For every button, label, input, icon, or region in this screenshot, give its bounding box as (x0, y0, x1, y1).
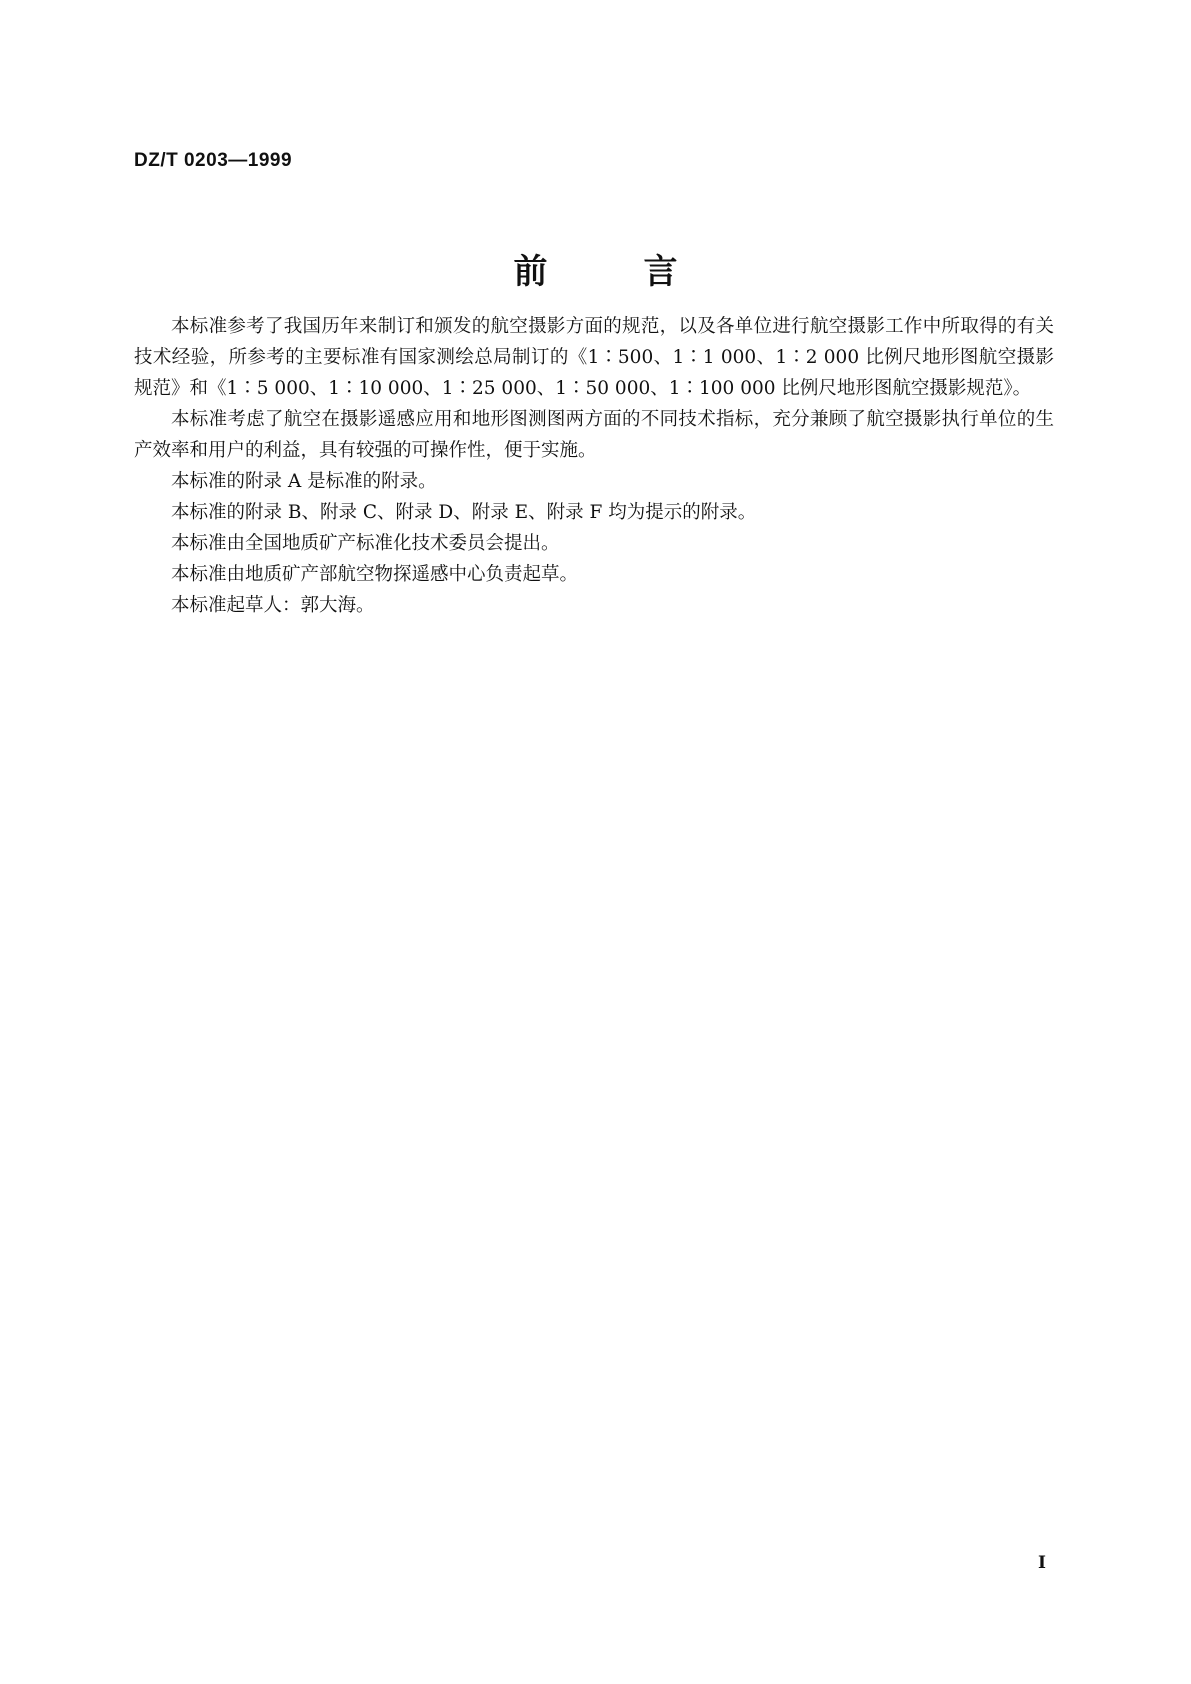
paragraph-informative-annexes: 本标准的附录 B、附录 C、附录 D、附录 E、附录 F 均为提示的附录。 (171, 502, 757, 523)
paragraph-normative-annex: 本标准的附录 A 是标准的附录。 (171, 471, 437, 492)
page-title (0, 244, 1191, 293)
foreword-body (134, 311, 1054, 621)
page-number: Ⅰ (1038, 1553, 1046, 1572)
title-char-1: 前 (513, 252, 548, 292)
paragraph-drafted-by: 本标准由地质矿产部航空物探遥感中心负责起草。 (171, 564, 579, 585)
paragraph-proposed-by: 本标准由全国地质矿产标准化技术委员会提出。 (171, 533, 560, 554)
paragraph-drafters: 本标准起草人：郭大海。 (171, 595, 375, 616)
paragraph-considerations: 本标准考虑了航空在摄影遥感应用和地形图测图两方面的不同技术指标，充分兼顾了航空摄影执行单位的生产效率和用户的利益，具有较强的可操作性，便于实施。 (134, 409, 1054, 461)
standard-code: DZ/T 0203—1999 (134, 150, 293, 171)
title-char-2: 言 (643, 252, 678, 292)
paragraph-references: 本标准参考了我国历年来制订和颁发的航空摄影方面的规范，以及各单位进行航空摄影工作中所取得的有关技术经验，所参考的主要标准有国家测绘总局制订的《1∶500、1∶1 000、1∶2 000 比例尺地形图航空摄影规范》和《1∶5 000、1∶10 000、1∶25 000、1∶50 000、1∶100 000 比例尺地形图航空摄影规范》。 (134, 316, 1054, 399)
